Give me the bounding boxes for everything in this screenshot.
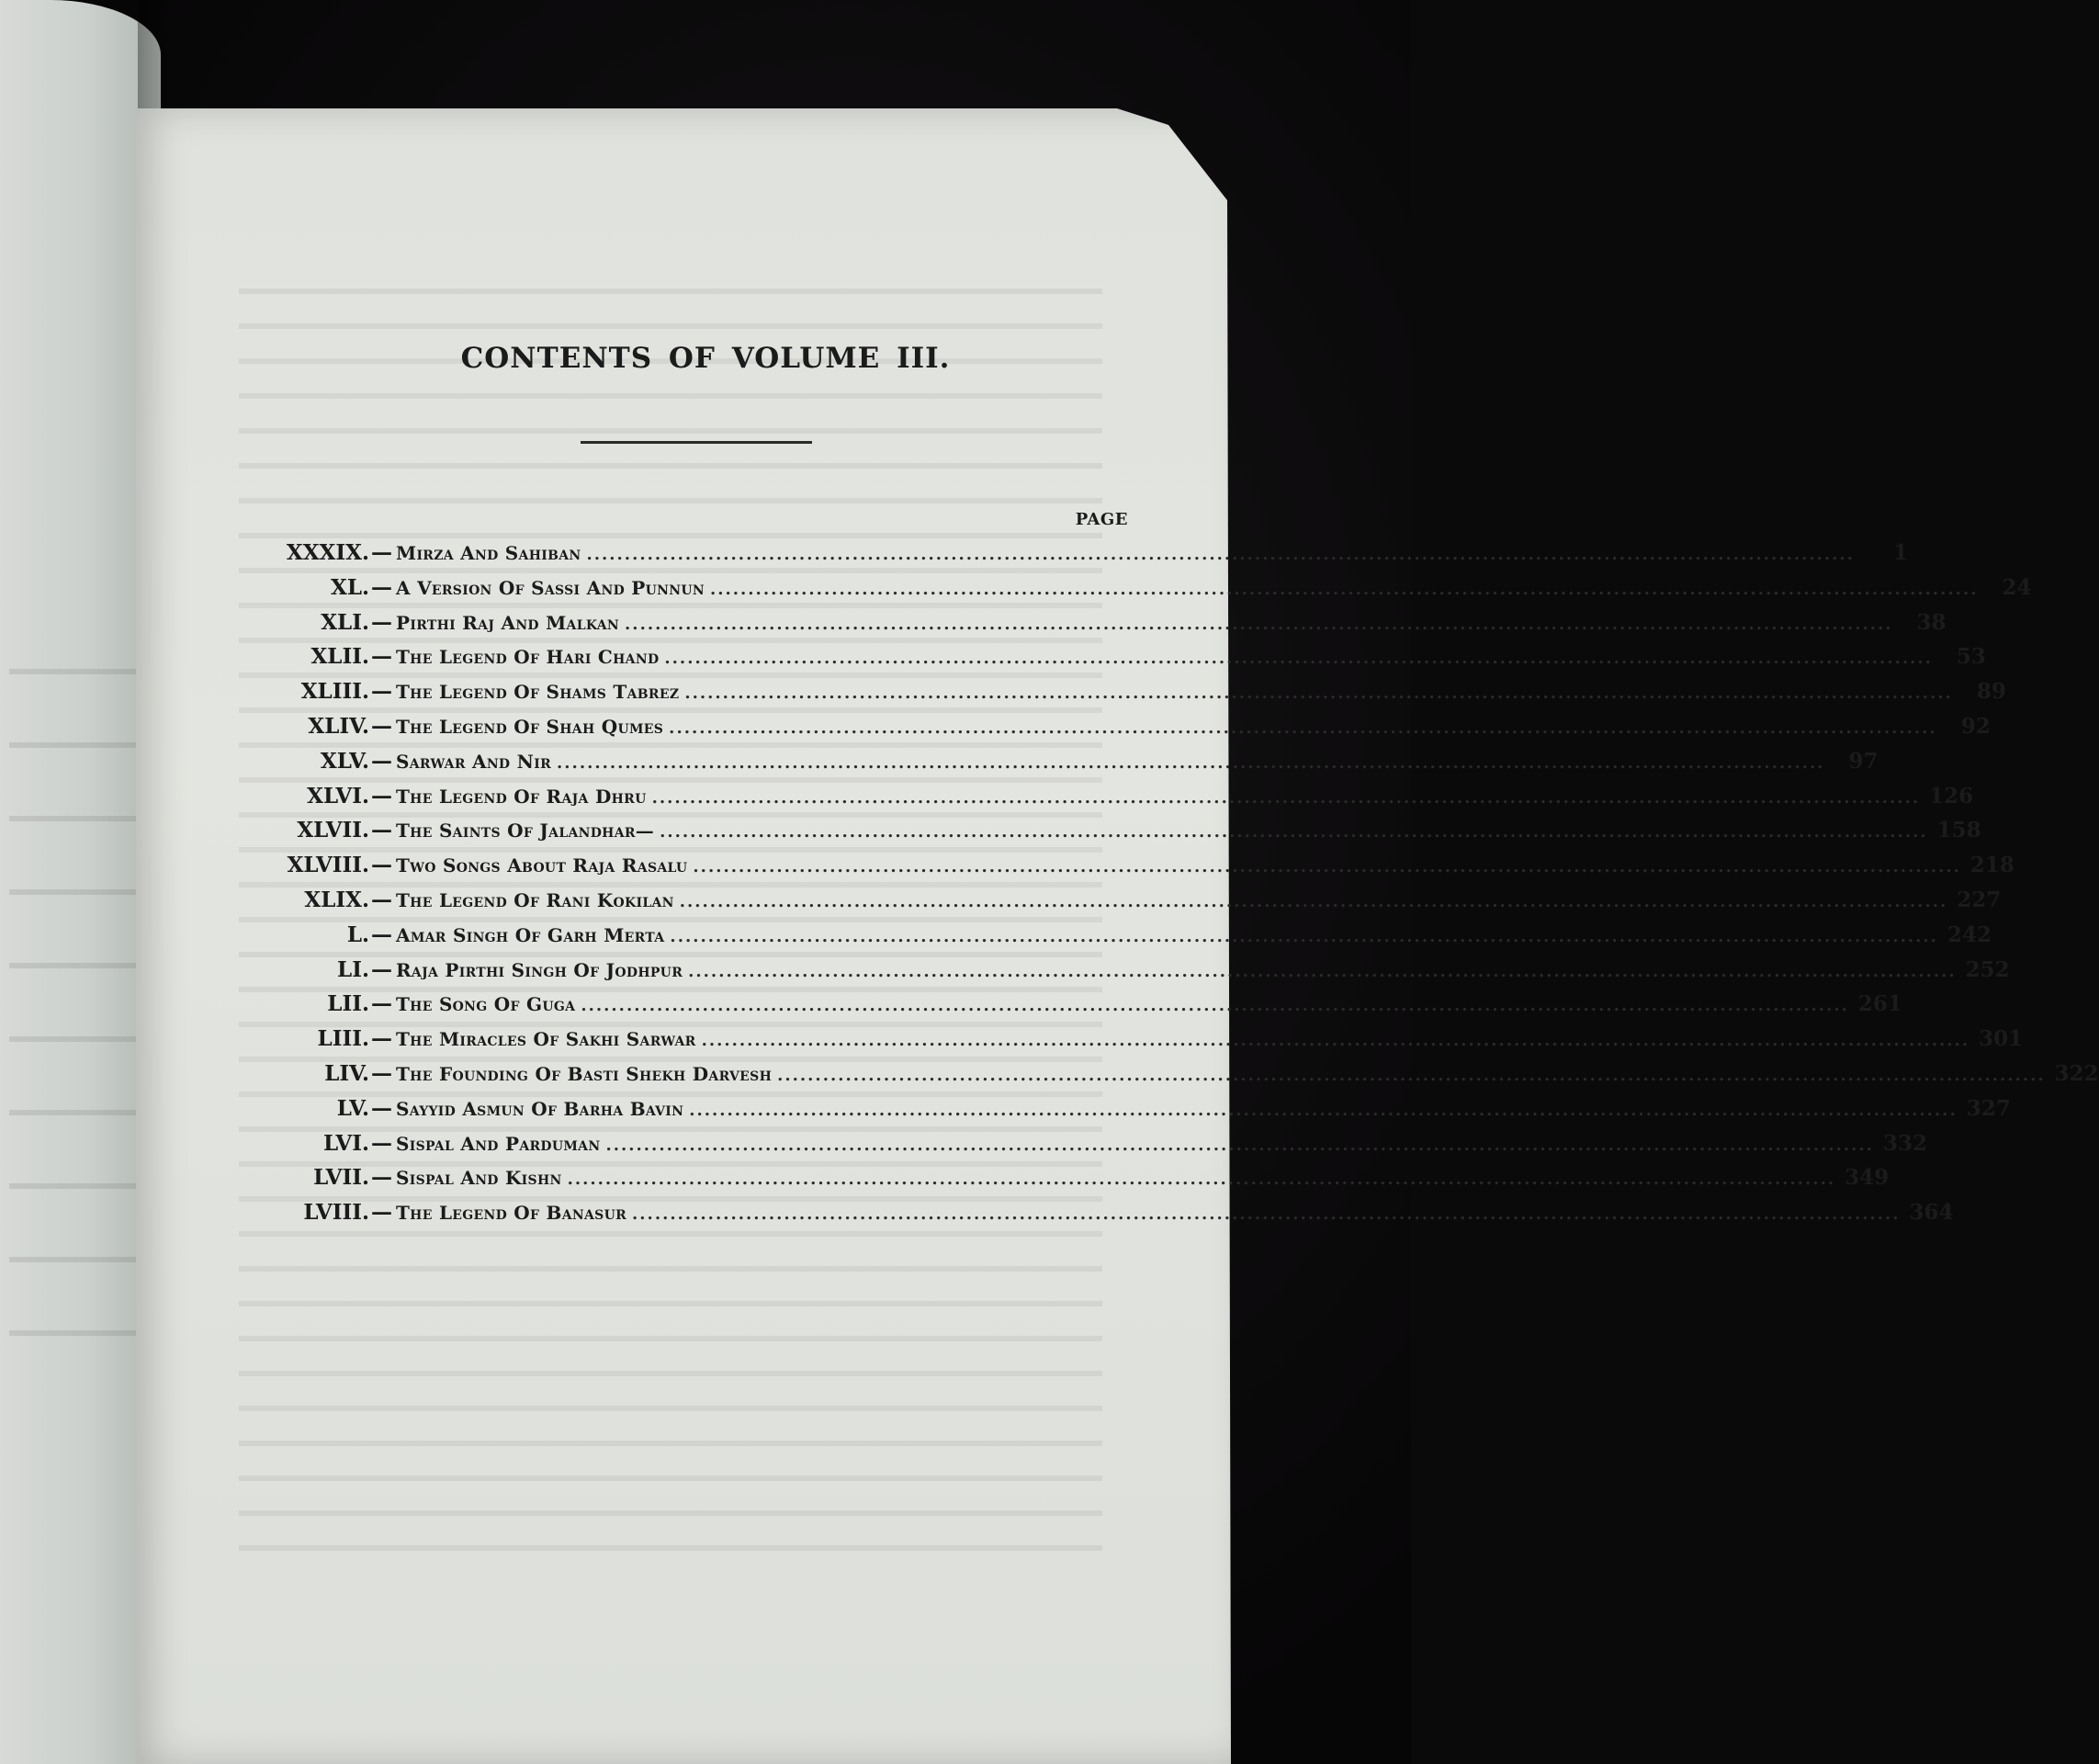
chapter-numeral: XLVI. [307,783,369,808]
chapter-title: Sispal And Parduman [396,1132,601,1155]
chapter-title: The Saints Of Jalandhar— [396,820,655,842]
title-rule [581,441,812,444]
toc-entry [266,609,1947,645]
chapter-numeral: XLIV. [308,713,369,739]
page-number: 242 [1947,922,1992,947]
page-number: 53 [1956,644,1986,670]
chapter-numeral: XLI. [321,609,369,635]
chapter-numeral: LV. [336,1095,369,1121]
em-dash: — [371,1095,392,1121]
chapter-numeral: LVIII. [303,1200,369,1226]
toc-entry [266,1200,1954,1235]
em-dash: — [371,679,392,705]
toc-entry [266,1026,2024,1061]
page-number: 218 [1969,853,2014,878]
em-dash: — [371,1165,392,1191]
em-dash: — [371,956,392,982]
em-dash: — [371,609,392,635]
em-dash: — [371,540,392,565]
dot-leader: ....................................................................................................................................................................... [664,649,1933,669]
chapter-title: The Legend Of Banasur [396,1202,627,1225]
toc-entry [266,540,1908,575]
chapter-title: The Legend Of Shams Tabrez [396,681,680,704]
chapter-numeral: XLVII. [297,818,369,843]
dot-leader: ....................................................................................................................................................................... [670,926,1938,946]
page-number: 261 [1857,991,1902,1017]
toc-entry [266,887,2002,922]
chapter-numeral: XLIX. [304,887,369,912]
toc-entry [266,1165,1890,1200]
page-number: 327 [1966,1095,2011,1121]
chapter-numeral: XLVIII. [287,853,369,878]
dot-leader: ....................................................................................................................................................................... [689,1100,1958,1120]
dot-leader: ....................................................................................................................................................................... [557,752,1825,773]
toc-entry [266,853,2014,888]
dot-leader: ....................................................................................................................................................................... [651,787,1921,808]
page-number: 322 [2054,1060,2099,1086]
em-dash: — [371,818,392,843]
chapter-numeral: L. [346,922,369,947]
page-number: 301 [1979,1026,2024,1052]
page-number: 158 [1936,818,1981,843]
dot-leader: ....................................................................................................................................................................... [688,961,1957,981]
chapter-title: Mirza And Sahiban [396,542,581,564]
page-number: 227 [1957,887,2002,912]
em-dash: — [371,1060,392,1086]
dot-leader: ....................................................................................................................................................................... [709,579,1979,599]
page-number: 89 [1976,679,2006,705]
chapter-title: Raja Pirthi Singh Of Jodhpur [396,958,683,981]
page-number: 349 [1845,1165,1890,1191]
chapter-title: Amar Singh Of Garh Merta [396,923,665,946]
em-dash: — [371,853,392,878]
dot-leader: ....................................................................................................................................................................... [669,718,1937,738]
page-column-label: PAGE [1075,510,1128,529]
dot-leader: ....................................................................................................................................................................... [693,857,1961,877]
table-of-contents [266,540,2099,1235]
dot-leader: ....................................................................................................................................................................... [660,822,1928,842]
dot-leader: ....................................................................................................................................................................... [679,891,1948,911]
chapter-title: Sayyid Asmun Of Barha Bavin [396,1097,684,1120]
page-number: 332 [1882,1130,1927,1156]
chapter-numeral: LVII. [313,1165,369,1191]
chapter-title: The Legend Of Shah Qumes [396,715,664,738]
page-number: 24 [2002,574,2032,600]
em-dash: — [371,887,392,912]
page-number: 38 [1916,609,1947,635]
em-dash: — [371,1130,392,1156]
chapter-title: The Song Of Guga [396,993,576,1016]
em-dash: — [371,644,392,670]
left-page-bleed-through [9,643,147,1341]
chapter-title: A Version Of Sassi And Punnun [396,576,705,599]
em-dash: — [371,1026,392,1052]
page-title: CONTENTS OF VOLUME III. [460,342,951,375]
toc-entry [266,1060,2099,1096]
page-number: 1 [1892,540,1908,565]
chapter-title: Two Songs About Raja Rasalu [396,854,688,877]
dot-leader: ....................................................................................................................................................................... [625,614,1893,634]
dot-leader: ....................................................................................................................................................................... [586,545,1855,564]
toc-entry [266,679,2006,714]
chapter-numeral: LI. [337,956,369,982]
dot-leader: ....................................................................................................................................................................... [581,996,1849,1016]
toc-entry [266,644,1986,679]
dot-leader: ....................................................................................................................................................................... [567,1170,1836,1190]
toc-entry [266,956,2010,992]
chapter-numeral: XL. [330,574,369,600]
toc-entry [266,991,1902,1026]
dot-leader: ....................................................................................................................................................................... [701,1031,1970,1051]
em-dash: — [371,922,392,947]
em-dash: — [371,574,392,600]
toc-entry [266,574,2032,610]
toc-entry [266,748,1879,784]
em-dash: — [371,783,392,808]
dot-leader: ....................................................................................................................................................................... [632,1204,1901,1225]
page-number: 364 [1909,1200,1954,1226]
em-dash: — [371,1200,392,1226]
chapter-numeral: XLIII. [300,679,369,705]
dot-leader: ....................................................................................................................................................................... [684,684,1953,704]
toc-entry [266,818,1981,853]
dot-leader: ....................................................................................................................................................................... [605,1135,1874,1155]
page-number: 97 [1848,748,1879,774]
toc-entry [266,922,1992,957]
toc-entry [266,783,1974,819]
chapter-numeral: LIV. [324,1060,369,1086]
chapter-title: The Legend Of Raja Dhru [396,785,647,808]
toc-entry [266,713,1991,749]
chapter-title: The Founding Of Basti Shekh Darvesh [396,1062,773,1085]
page-number: 126 [1929,783,1974,808]
chapter-numeral: LVI. [322,1130,369,1156]
toc-entry [266,1095,2011,1131]
chapter-numeral: XXXIX. [286,540,369,565]
chapter-title: The Legend Of Hari Chand [396,646,660,669]
em-dash: — [371,713,392,739]
chapter-title: Pirthi Raj And Malkan [396,611,620,634]
chapter-numeral: XLII. [310,644,369,670]
chapter-numeral: LII. [327,991,369,1017]
chapter-numeral: XLV. [320,748,369,774]
em-dash: — [371,991,392,1017]
chapter-numeral: LIII. [317,1026,369,1052]
chapter-title: The Legend Of Rani Kokilan [396,888,674,911]
toc-entry [266,1130,1927,1166]
chapter-title: Sarwar And Nir [396,750,552,773]
em-dash: — [371,748,392,774]
page-number: 252 [1965,956,2010,982]
chapter-title: Sispal And Kishn [396,1167,562,1190]
chapter-title: The Miracles Of Sakhi Sarwar [396,1028,696,1051]
dot-leader: ....................................................................................................................................................................... [777,1065,2046,1085]
page-number: 92 [1960,713,1991,739]
